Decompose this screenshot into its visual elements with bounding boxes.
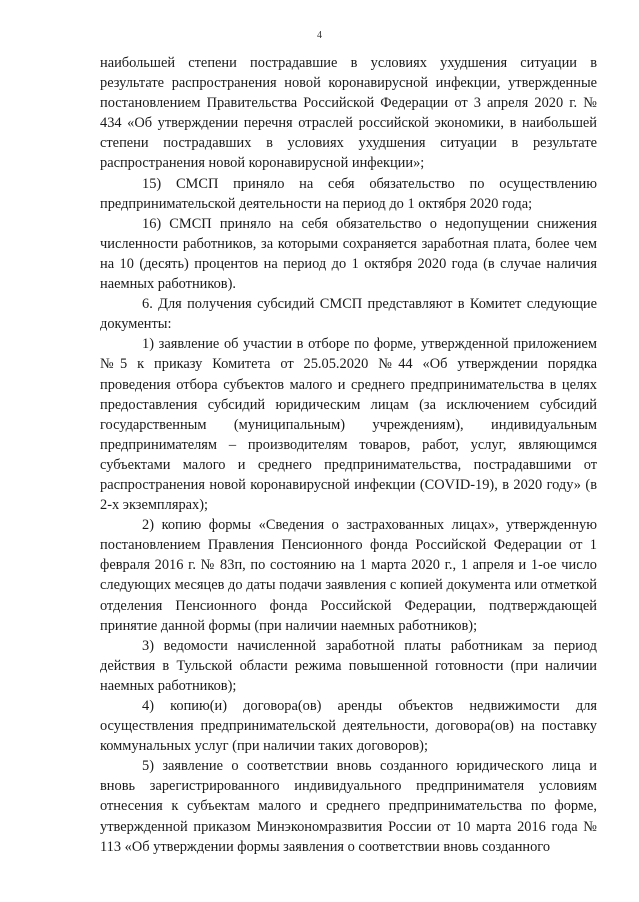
paragraph-continuation: наибольшей степени пострадавшие в условиях ухудшения ситуации в результате распространения новой коронавирусной инфекции, утвержденные постановлением Правительства Российской Федерации от 3 апреля 2020 г. № 434 «Об утверждении перечня отраслей российской экономики, в наибольшей степени пострадавших в условиях ухудшения ситуации в результате распространения новой коронавирусной инфекции»; [100, 55, 597, 172]
paragraph-item-15: 15) СМСП приняло на себя обязательство по осуществлению предпринимательской деятельности на период до 1 октября 2020 года; [100, 175, 597, 212]
paragraph-document-2: 2) копию формы «Сведения о застрахованных лицах», утвержденную постановлением Правления Пенсионного фонда Российской Федерации от 1 февраля 2016 г. № 83п, по состоянию на 1 марта 2020 г., 1 апреля и 1-ое число следующих месяцев до даты подачи заявления с копией документа или отметкой отделения Пенсионного фонда Российской Федерации, подтверждающей принятие данной формы (при наличии наемных работников); [100, 517, 597, 634]
paragraph-section-6: 6. Для получения субсидий СМСП представляют в Комитет следующие документы: [100, 296, 597, 333]
paragraph-document-3: 3) ведомости начисленной заработной платы работникам за период действия в Тульской области режима повышенной готовности (при наличии наемных работников); [100, 637, 597, 694]
page-number: 4 [317, 30, 322, 41]
paragraph-item-16: 16) СМСП приняло на себя обязательство о недопущении снижения численности работников, за которыми сохраняется заработная плата, более чем на 10 (десять) процентов на период до 1 октября 2020 года (в случае наличия наемных работников). [100, 215, 597, 293]
paragraph-document-5: 5) заявление о соответствии вновь созданного юридического лица и вновь зарегистрированного индивидуального предпринимателя условиям отнесения к субъектам малого и среднего предпринимательства по форме, утвержденной приказом Минэкономразвития России от 10 марта 2016 года № 113 «Об утверждении формы заявления о соответствии вновь созданного [100, 758, 597, 855]
paragraph-document-4: 4) копию(и) договора(ов) аренды объектов недвижимости для осуществления предпринимательской деятельности, договора(ов) на поставку коммунальных услуг (при наличии таких договоров); [100, 698, 597, 755]
paragraph-document-1: 1) заявление об участии в отборе по форме, утвержденной приложением №5 к приказу Комитета от 25.05.2020 №44 «Об утверждении порядка проведения отбора субъектов малого и среднего предпринимательства в целях предоставления субсидий юридическим лицам (за исключением субсидий государственным (муниципальным) учреждениям), индивидуальным предпринимателям – производителям товаров, работ, услуг, являющимся субъектами малого и среднего предпринимательства, пострадавшими от распространения новой коронавирусной инфекции (COVID-19), в 2020 году» (в 2-х экземплярах); [100, 336, 597, 514]
document-body [100, 53, 597, 857]
